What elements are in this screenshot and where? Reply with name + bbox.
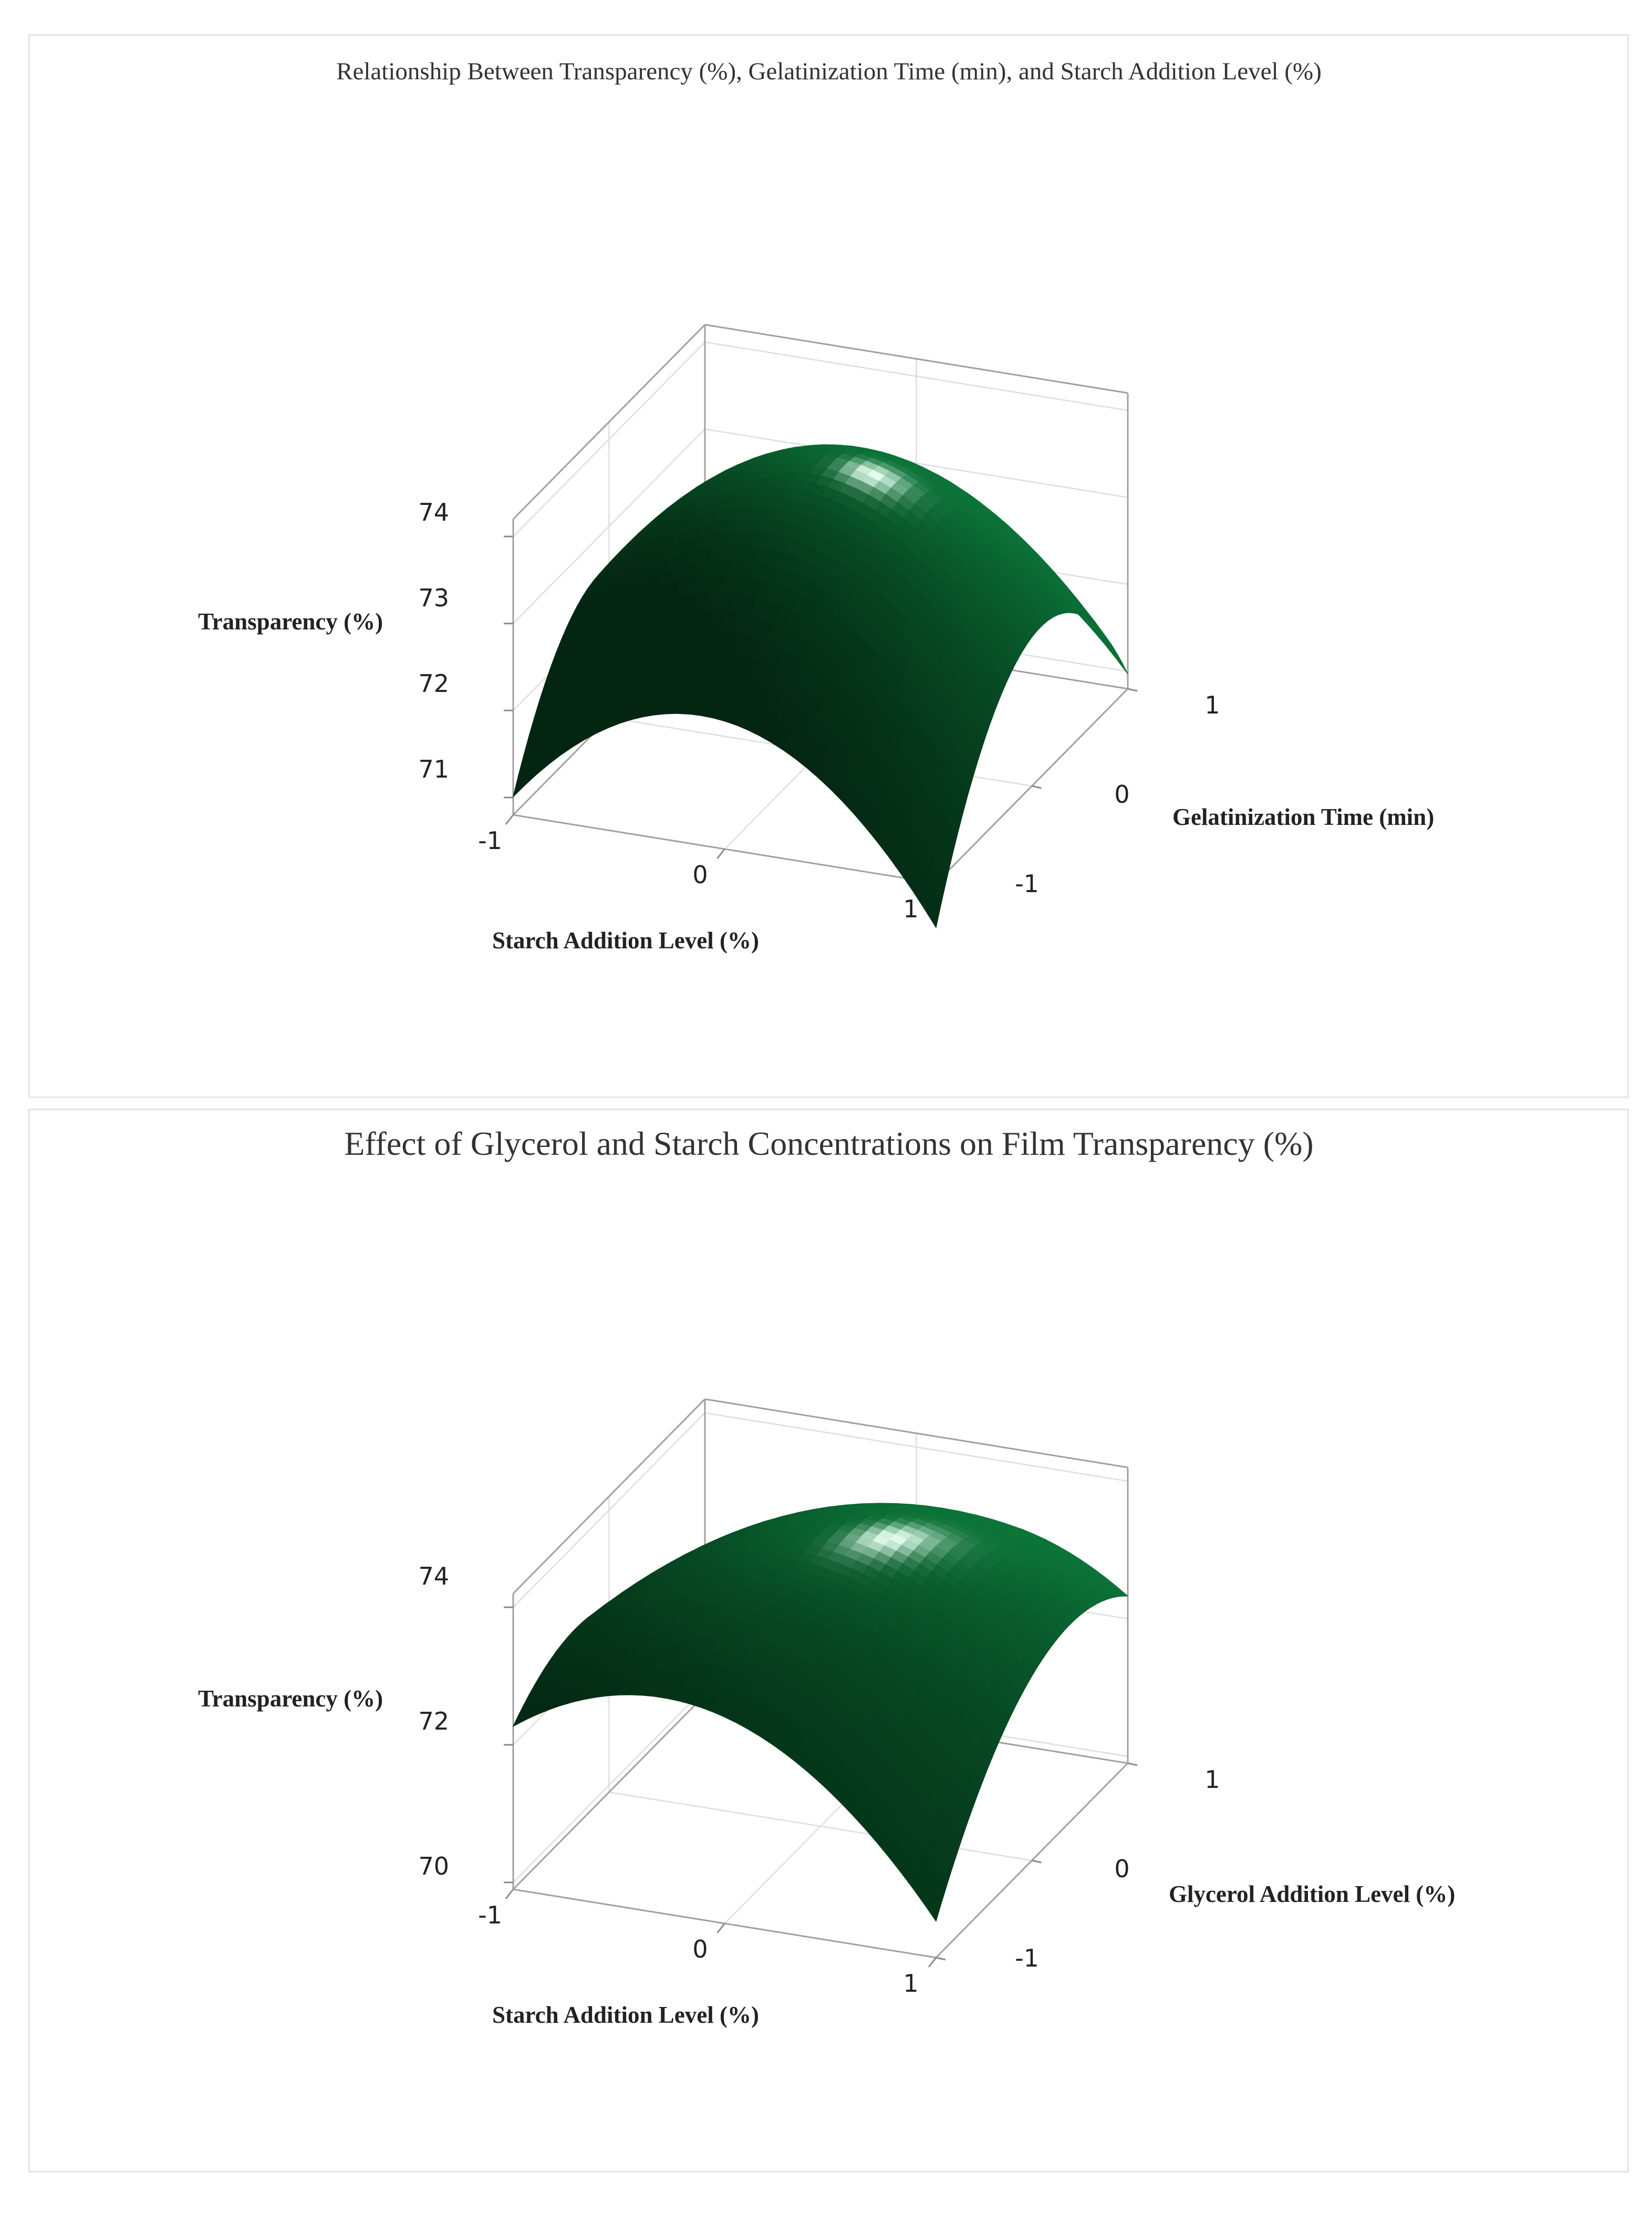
y-axis-ticks [1015,1765,1220,1972]
z-tick-label: 72 [418,669,449,698]
y-axis-label: Glycerol Addition Level (%) [1169,1881,1456,1907]
x-tick-label: -1 [478,1901,502,1929]
z-tick-label: 73 [418,584,449,612]
x-axis-label: Starch Addition Level (%) [492,927,759,954]
y-tick-label: 0 [1114,1855,1130,1883]
surface-plot-2 [30,1110,1630,2174]
y-axis-ticks [1015,691,1220,898]
response-surface [513,1503,1128,1921]
y-tick-mark [1128,1763,1137,1765]
y-tick-mark [1032,1860,1042,1863]
chart-title: Relationship Between Transparency (%), Gelatinization Time (min), and Starch Addition Level (%) [336,58,1322,85]
x-axis-ticks [478,826,919,923]
chart-panel-glycerol-starch [28,1109,1629,2172]
surface-plot-1 [30,36,1630,1100]
z-tick-label: 70 [418,1852,449,1880]
x-tick-mark [718,1923,725,1933]
y-tick-label: 1 [1204,691,1220,719]
z-axis-ticks [418,1562,449,1880]
y-axis-label: Gelatinization Time (min) [1172,804,1435,830]
chart-title: Effect of Glycerol and Starch Concentrations on Film Transparency (%) [344,1125,1314,1162]
y-tick-label: 0 [1114,780,1130,809]
x-axis-label: Starch Addition Level (%) [492,2002,759,2028]
z-tick-label: 74 [418,1562,449,1590]
z-axis-label: Transparency (%) [198,1685,383,1712]
z-tick-label: 72 [418,1707,449,1735]
y-tick-label: -1 [1015,1944,1039,1972]
surface-patch [1099,633,1116,659]
z-axis-label: Transparency (%) [198,608,383,635]
y-tick-label: -1 [1015,870,1039,898]
y-tick-mark [1128,689,1137,691]
x-tick-label: 1 [903,1969,919,1998]
z-tick-label: 71 [418,755,449,783]
x-tick-mark [929,1958,936,1967]
z-axis-ticks [418,498,449,783]
z-tick-label: 74 [418,498,449,526]
y-tick-mark [936,1958,946,1960]
response-surface [513,444,1128,927]
x-tick-label: 0 [692,1935,708,1963]
y-tick-mark [1032,786,1042,788]
chart-panel-transparency-gelatinization [28,34,1629,1098]
x-tick-mark [506,1889,513,1899]
x-axis-ticks [478,1901,919,1998]
x-tick-mark [718,849,725,858]
x-tick-label: -1 [478,826,502,855]
x-tick-label: 1 [903,895,919,923]
x-tick-label: 0 [692,861,708,889]
y-tick-label: 1 [1204,1765,1220,1794]
x-tick-mark [506,815,513,824]
